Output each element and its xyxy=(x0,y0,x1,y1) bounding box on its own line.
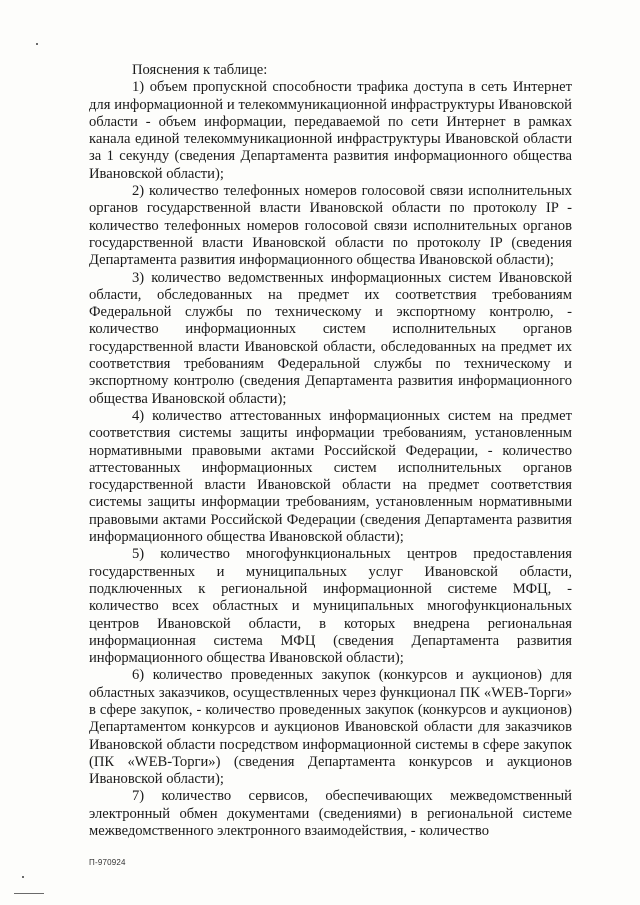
scan-speck xyxy=(22,876,24,878)
scan-speck xyxy=(36,43,38,45)
paragraph-4: 4) количество аттестованных информационных систем на предмет соответствия системы защиты информации требованиям, установленным нормативными правовыми актами Российской Федерации, - количество аттестованных информационных систем исполнительных органов государственной власти Ивановской области на предмет соответствия системы защиты информации требованиям, установленным нормативными правовыми актами Российской Федерации (сведения Департамента развития информационного общества Ивановской области); xyxy=(89,407,572,546)
paragraph-2: 2) количество телефонных номеров голосовой связи исполнительных органов государственной власти Ивановской области по протоколу IP - количество телефонных номеров голосовой связи исполнительных органов государственной власти Ивановской области по протоколу IP (сведения Департамента развития информационного общества Ивановской области); xyxy=(89,183,572,269)
paragraph-5: 5) количество многофункциональных центров предоставления государственных и муниципальных услуг Ивановской области, подключенных к региональной информационной системе МФЦ, - количество всех областных и муниципальных многофункциональных центров Ивановской области, в которых внедрена региональная информационная система МФЦ (сведения Департамента развития информационного общества Ивановской области); xyxy=(89,546,572,667)
paragraph-6: 6) количество проведенных закупок (конкурсов и аукционов) для областных заказчиков, осуществленных через функционал ПК «WEB-Торги» в сфере закупок, - количество проведенных закупок (конкурсов и аукционов) Департаментом конкурсов и аукционов Ивановской области для заказчиков Ивановской области посредством информационной системы в сфере закупок (ПК «WEB-Торги») (сведения Департамента конкурсов и аукционов Ивановской области); xyxy=(89,667,572,788)
document-body xyxy=(89,62,572,840)
paragraph-3: 3) количество ведомственных информационных систем Ивановской области, обследованных на предмет их соответствия требованиям Федеральной службы по техническому и экспортному контролю, - количество информационных систем исполнительных органов государственной власти Ивановской области, обследованных на предмет их соответствия требованиям Федеральной службы по техническому и экспортному контролю (сведения Департамента развития информационного общества Ивановской области); xyxy=(89,269,572,407)
scan-edge-line xyxy=(14,893,44,894)
paragraph-7: 7) количество сервисов, обеспечивающих межведомственный электронный обмен документами (сведениями) в региональной системе межведомственного электронного взаимодействия, - количество xyxy=(89,788,572,840)
paragraph-1: 1) объем пропускной способности трафика доступа в сеть Интернет для информационной и телекоммуникационной инфраструктуры Ивановской области - объем информации, передаваемой по сети Интернет в рамках канала единой телекоммуникационной инфраструктуры Ивановской области за 1 секунду (сведения Департамента развития информационного общества Ивановской области); xyxy=(89,79,572,182)
section-heading: Пояснения к таблице: xyxy=(132,62,268,78)
page-code: П-970924 xyxy=(89,858,126,867)
